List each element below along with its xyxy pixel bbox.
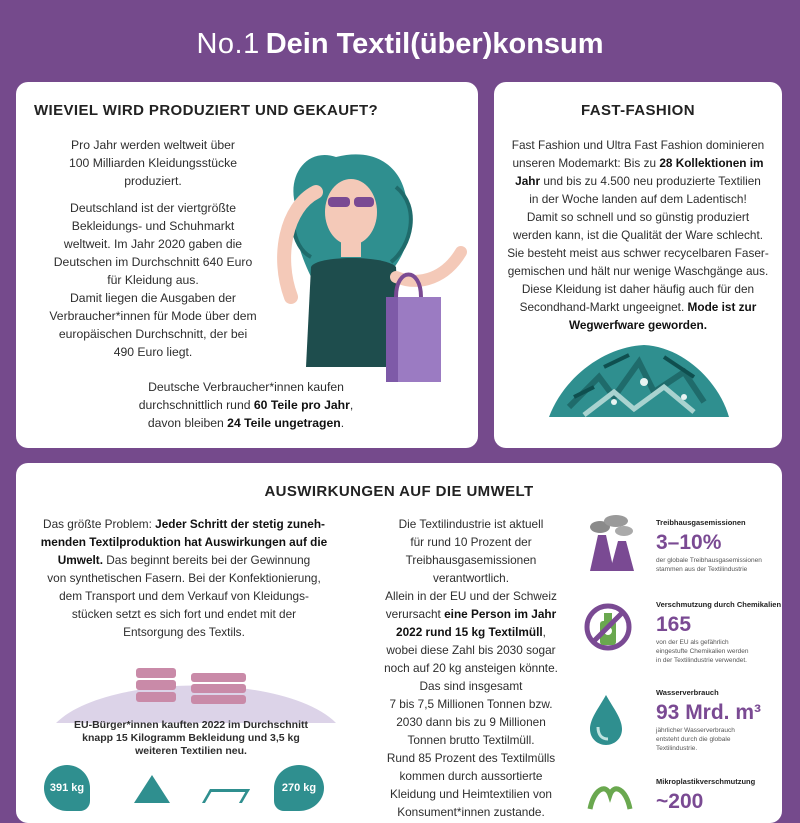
- stat-chemicals: Verschmutzung durch Chemikalien 165 von der EU als gefährlich eingestufte Chemikalien werden in der Textilindustrie verwendet.: [656, 600, 786, 665]
- environment-middle-paragraph: Die Textilindustrie ist aktuell für rund 10 Prozent der Treibhausgasemissionen verantwortlich. Allein in der EU und der Schweiz verursacht eine Person im Jahr 2022 rund 15 kg Textilmüll, wobei diese Zahl bis 2030 sogar noch auf 20 kg ansteigen könnte. Das sind insgesamt 7 bis 7,5 Millionen Tonnen bzw. 2030 dann bis zu 9 Millionen Tonnen brutto Textilmüll. Rund 85 Prozent des Textilmülls kommen durch aussortierte Kleidung und Heimtextilien von Konsument*innen zustande.: [384, 517, 558, 819]
- stat-greenhouse-value: 3–10%: [656, 531, 722, 554]
- page-title: [0, 28, 800, 61]
- environment-heading: AUSWIRKUNGEN AUF DIE UMWELT: [264, 483, 534, 500]
- kg-badge-270: 270 kg: [274, 765, 324, 811]
- page-number: No.1: [196, 28, 260, 60]
- fast-fashion-paragraph: Fast Fashion und Ultra Fast Fashion dominieren unseren Modemarkt: Bis zu 28 Kollektionen im Jahr und bis zu 4.500 neu produzierte Textilien in der Woche landen auf dem Ladentisch! Damit so schnell und so günstig produziert werden kann, ist die Qualität der Ware schlecht. Sie besteht meist aus schwer recycelbaren Faser- gemischen und hält nur wenige Waschgänge aus. Diese Kleidung ist daher häufig auch für den Secondhand-Markt ungeeignet. Mode ist zur Wegwerfware geworden.: [507, 138, 769, 332]
- produced-paragraph-2: Deutschland ist der viertgrößte Bekleidungs- und Schuhmarkt weltweit. Im Jahr 2020 gaben die Deutschen im Durchschnitt 640 Euro für Kleidung aus. Damit liegen die Ausgaben der Verbraucher*innen für Mode über dem europäischen Durchschnitt, der bei 490 Euro liegt.: [49, 201, 257, 359]
- stat-water-value: 93 Mrd. m³: [656, 701, 762, 724]
- produced-paragraph-3: Deutsche Verbraucher*innen kaufen durchschnittlich rund 60 Teile pro Jahr, davon bleiben 24 Teile ungetragen.: [138, 380, 354, 430]
- produced-heading: WIEVIEL WIRD PRODUZIERT UND GEKAUFT?: [34, 102, 379, 119]
- triangle-icon: [134, 775, 170, 803]
- fast-fashion-card: [494, 82, 782, 448]
- clothing-pile-illustration: [544, 337, 734, 422]
- stat-chemicals-value: 165: [656, 613, 692, 636]
- environment-left-paragraph: Das größte Problem: Jeder Schritt der stetig zuneh- menden Textilproduktion hat Auswirkungen auf die Umwelt. Das beginnt bereits bei der Gewinnung von synthetischen Fasern. Bei der Konfektionierung, dem Transport und dem Verkauf von Kleidungs- stücken setzt es sich fort und endet mit der Entsorgung des Textils.: [40, 517, 328, 639]
- fast-fashion-heading: FAST-FASHION: [581, 102, 695, 119]
- woman-shopping-illustration: [246, 137, 476, 407]
- microplastic-icon: [584, 779, 636, 809]
- arrow-icon: [202, 789, 250, 803]
- page-heading: Dein Textil(über)konsum: [265, 28, 604, 60]
- water-drop-icon: [584, 691, 628, 747]
- stat-microplastic: Mikroplastikverschmutzung ~200: [656, 777, 786, 815]
- stat-greenhouse: Treibhausgasemissionen 3–10% der globale Treibhausgasemissionen stammen aus der Textilindustrie: [656, 518, 786, 574]
- kg-badge-391: 391 kg: [44, 765, 90, 811]
- stat-water: Wasserverbrauch 93 Mrd. m³ jährlicher Wasserverbrauch entsteht durch die globale Textilindustrie.: [656, 688, 786, 753]
- eu-consumption-text: EU-Bürger*innen kauften 2022 im Durchschnitt knapp 15 Kilogramm Bekleidung und 3,5 kg weiteren Textilien neu.: [74, 719, 308, 757]
- produced-card: [16, 82, 478, 448]
- factory-icon: [584, 513, 636, 571]
- environment-card: [16, 463, 782, 823]
- clothes-stack-illustration: [46, 663, 346, 723]
- chemical-bottle-icon: [584, 599, 632, 655]
- produced-paragraph-1: Pro Jahr werden weltweit über 100 Milliarden Kleidungsstücke produziert.: [68, 138, 237, 188]
- stat-microplastic-value: ~200: [656, 790, 704, 813]
